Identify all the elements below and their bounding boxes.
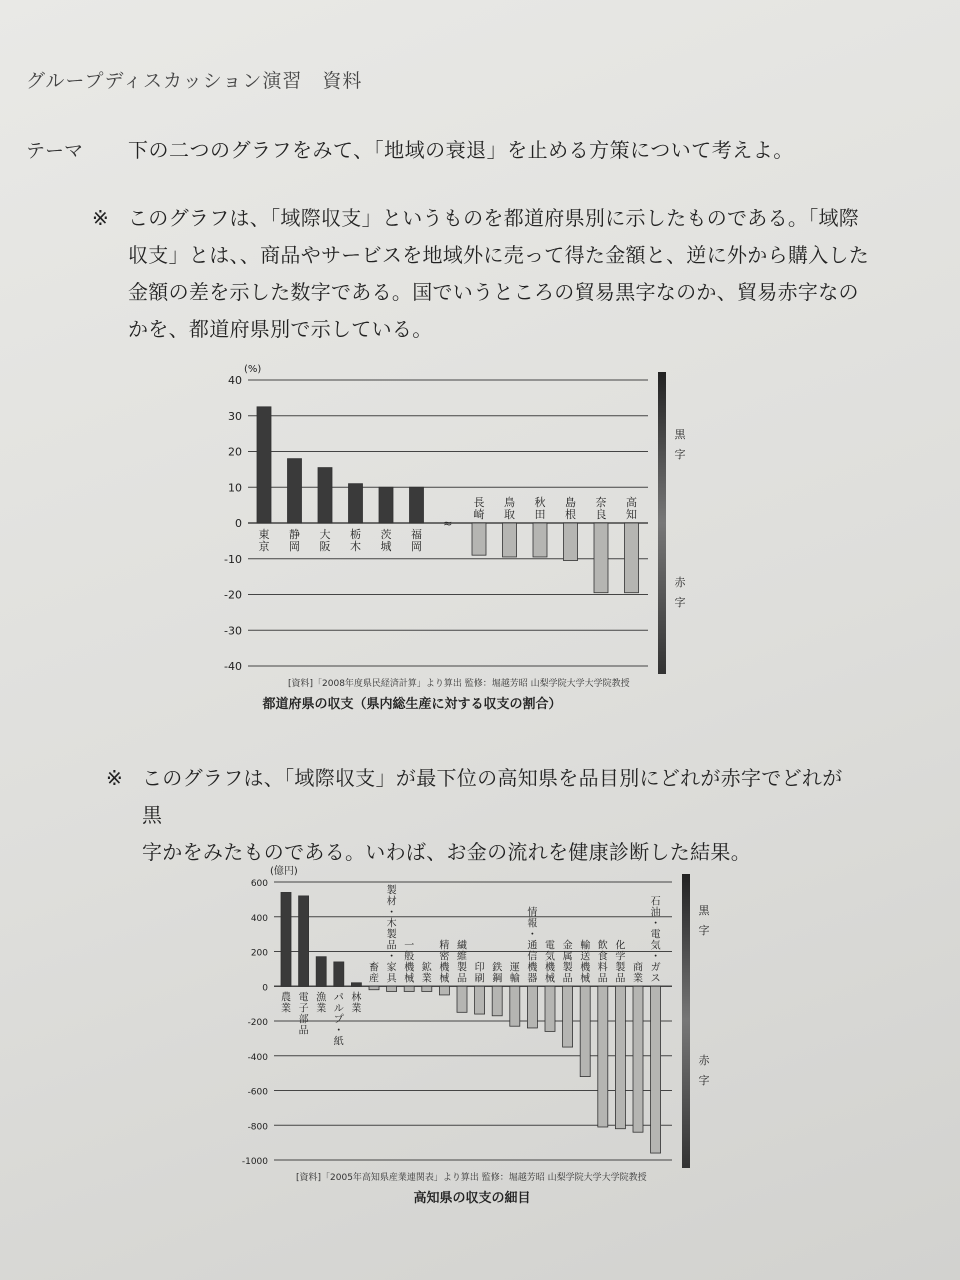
surplus-side-label-char: 黒 [698, 904, 710, 917]
category-label [596, 495, 607, 521]
category-label-char: 田 [534, 508, 546, 521]
category-label-char: 業 [316, 1003, 327, 1015]
category-label-char: 気 [650, 940, 661, 952]
category-label-char: 械 [545, 973, 555, 985]
category-label-char: 機 [580, 962, 591, 974]
category-label-char: 属 [562, 951, 573, 963]
deficit-side-label [699, 1053, 711, 1087]
bar [404, 986, 414, 991]
category-label [474, 496, 485, 521]
bar [318, 468, 332, 523]
note-1-line: かを、都道府県別で示している。 [128, 317, 433, 341]
category-label-char: 京 [258, 540, 270, 553]
chart-source: [資料]「2005年高知県産業連関表」より算出 監修：堀越芳昭 山梨学院大学大学院教授 [296, 1173, 647, 1183]
category-label-char: 畜 [369, 962, 379, 974]
category-label-char: 械 [439, 973, 450, 985]
y-tick-label: 40 [228, 374, 242, 387]
y-tick-label: 30 [228, 409, 242, 423]
category-label [381, 527, 392, 553]
category-label-char: 品 [615, 973, 626, 985]
bar [351, 983, 361, 986]
category-label-char: 食 [597, 951, 608, 963]
bar [387, 986, 397, 991]
category-label-char: 輸 [509, 973, 520, 985]
surplus-side-label-char: 字 [698, 924, 710, 937]
category-label [565, 495, 576, 521]
category-label-char: ・ [333, 1025, 344, 1037]
category-label-char: 情 [527, 907, 538, 919]
bar [299, 896, 309, 986]
bar [316, 957, 326, 987]
category-label-char: 輸 [580, 940, 591, 952]
category-label-char: 奈 [595, 496, 607, 509]
bar [410, 487, 424, 523]
category-label-char: 東 [258, 528, 270, 541]
category-label-char: 大 [319, 528, 331, 541]
category-label-char: 器 [527, 973, 538, 985]
bar [503, 523, 517, 557]
bar [598, 986, 608, 1127]
y-tick-label: 0 [262, 983, 268, 994]
category-label-char: 岡 [289, 540, 300, 553]
bar [475, 986, 485, 1014]
category-label-char: 鉱 [421, 962, 432, 974]
deficit-side-label-char: 赤 [674, 576, 686, 589]
y-tick-label: 400 [250, 913, 268, 924]
category-label [475, 960, 485, 984]
category-label-char: ・ [386, 951, 397, 963]
category-label-char: 信 [527, 951, 538, 963]
category-label [350, 527, 361, 553]
category-label [334, 992, 344, 1047]
note-1 [92, 200, 888, 348]
category-label [535, 495, 546, 521]
category-label-char: 岡 [411, 540, 422, 553]
category-label [492, 960, 502, 984]
category-label [404, 940, 415, 984]
category-label-char: 品 [457, 973, 467, 985]
category-label-char: 密 [439, 951, 450, 963]
category-label-char: 長 [473, 496, 485, 509]
category-label [527, 905, 538, 984]
note-1-line: このグラフは、「域際収支」というものを都道府県別に示したものである。「域際 [128, 206, 860, 230]
category-label-char: 運 [509, 962, 520, 974]
category-label [259, 528, 270, 553]
category-label-char: 城 [380, 540, 392, 553]
category-label [411, 528, 422, 553]
prefecture-balance-chart [212, 358, 692, 724]
y-tick-label: 200 [250, 948, 268, 959]
chart-source: [資料]「2008年度県民経済計算」より算出 監修：堀越芳昭 山梨学院大学大学院教授 [288, 679, 630, 689]
y-tick-label: -10 [224, 552, 242, 566]
bar [625, 523, 639, 593]
bar [615, 986, 625, 1128]
category-label-char: 製 [457, 962, 467, 974]
category-label-char: 維 [457, 951, 467, 963]
category-label-char: 機 [545, 962, 555, 974]
surplus-side-label-char: 黒 [674, 428, 686, 441]
bar [472, 523, 486, 555]
category-label-char: パ [333, 992, 344, 1004]
category-label-char: 精 [439, 940, 450, 952]
bar [533, 523, 547, 557]
category-label [387, 883, 398, 984]
category-label-char: 化 [615, 940, 626, 952]
bar [257, 407, 271, 523]
bar [334, 962, 344, 986]
category-label-char: 秋 [534, 496, 546, 509]
category-label-char: 紙 [333, 1036, 344, 1048]
category-label-char: 品 [597, 973, 608, 985]
category-label-char: 機 [527, 962, 538, 974]
category-label [580, 938, 591, 984]
category-label-char: ス [650, 973, 661, 985]
category-label-char: ・ [650, 918, 661, 930]
y-tick-label: -800 [247, 1122, 268, 1133]
category-label [299, 991, 309, 1036]
category-label-char: 鋼 [492, 973, 503, 985]
category-label-char: 商 [633, 962, 643, 974]
category-label-char: 械 [580, 973, 591, 985]
category-label-char: 鳥 [504, 496, 515, 509]
category-label [504, 496, 515, 521]
y-tick-label: 0 [235, 517, 242, 530]
category-label [320, 527, 331, 553]
category-label-char: ・ [386, 907, 397, 919]
bar [510, 986, 520, 1026]
bar [439, 986, 449, 995]
category-label-char: 報 [527, 918, 538, 930]
bar [422, 986, 432, 991]
category-label-char: 漁 [316, 992, 327, 1004]
category-label-char: 機 [404, 962, 415, 974]
deficit-side-label [675, 575, 687, 609]
bar [633, 986, 643, 1132]
note-mark-icon: ※ [106, 766, 124, 790]
category-label-char: 製 [562, 962, 573, 974]
bar [457, 986, 467, 1012]
category-label-char: 林 [351, 992, 362, 1004]
y-tick-label: -600 [247, 1087, 268, 1098]
bar [492, 986, 502, 1016]
category-label-char: 械 [404, 973, 415, 985]
category-label [626, 495, 637, 521]
category-label-char: 材 [386, 896, 397, 908]
category-label [289, 527, 300, 553]
category-label [598, 938, 608, 984]
y-tick-label: -1000 [241, 1157, 268, 1167]
category-label-char: 料 [597, 962, 608, 974]
category-label-char: 根 [565, 508, 576, 521]
category-label-char: ル [333, 1003, 344, 1015]
document-title: グループディスカッション演習 資料 [26, 70, 363, 92]
category-label [563, 938, 573, 984]
category-label-char: 農 [281, 992, 291, 1004]
y-tick-label: -200 [247, 1018, 268, 1028]
category-label-char: 学 [615, 951, 626, 963]
category-label-char: 業 [281, 1003, 291, 1015]
surplus-side-label-char: 字 [674, 448, 686, 461]
category-label-char: 静 [289, 528, 300, 541]
axis-break-mark-icon: ≈ [443, 517, 453, 530]
bar [594, 523, 608, 593]
category-label-char: 油 [650, 907, 661, 919]
category-label [615, 938, 625, 984]
bar [349, 484, 363, 523]
bar [564, 523, 578, 561]
category-label-char: 般 [404, 951, 415, 963]
theme-text: 下の二つのグラフをみて、「地域の衰退」を止める方策について考えよ。 [128, 138, 794, 162]
theme-label: テーマ [26, 140, 84, 162]
category-label-char: 製 [386, 885, 397, 897]
category-label-char: 品 [386, 940, 397, 952]
y-tick-label: 10 [228, 481, 242, 495]
bar [545, 986, 555, 1031]
y-tick-label: -400 [247, 1052, 268, 1063]
category-label-char: 印 [474, 962, 485, 974]
category-label-char: ガ [650, 962, 661, 974]
category-label-char: 電 [298, 992, 309, 1004]
category-label-char: 繊 [457, 940, 467, 952]
y-tick-label: 20 [228, 445, 242, 459]
deficit-side-label-char: 赤 [698, 1054, 710, 1067]
category-label [422, 960, 433, 984]
kochi-balance-breakdown-chart [238, 856, 718, 1220]
bar [580, 986, 590, 1076]
category-label-char: 取 [504, 508, 515, 521]
note-2-line: 字かをみたものである。いわば、お金の流れを健康診断した結果。 [142, 840, 751, 864]
category-label [369, 960, 379, 984]
y-tick-label: -40 [224, 660, 242, 673]
note-1-line: 収支」とは、、商品やサービスを地域外に売って得た金額と、逆に外から購入した [128, 243, 870, 267]
category-label-char: 品 [298, 1025, 309, 1037]
category-label [316, 990, 327, 1014]
y-tick-label: -20 [224, 588, 242, 602]
category-label-char: 刷 [474, 973, 485, 985]
category-label-char: 送 [580, 951, 591, 963]
category-label-char: 家 [386, 962, 397, 974]
category-label-char: ・ [527, 929, 538, 941]
category-label-char: 気 [545, 951, 555, 963]
category-label [651, 895, 661, 984]
chart-title: 高知県の収支の細目 [413, 1191, 531, 1206]
category-label-char: 業 [351, 1003, 362, 1015]
category-label-char: 木 [350, 540, 361, 553]
category-label [351, 990, 361, 1014]
deficit-side-label-char: 字 [698, 1074, 710, 1087]
category-label [510, 961, 520, 984]
category-label-char: 電 [650, 929, 661, 941]
balance-side-strip [682, 874, 690, 1168]
category-label-char: 産 [369, 973, 379, 985]
category-label [457, 938, 467, 984]
bar [563, 986, 573, 1047]
category-label-char: 知 [626, 508, 637, 521]
prefecture-balance-chart-svg [212, 358, 692, 720]
category-label-char: 業 [421, 973, 432, 985]
category-label-char: 金 [562, 940, 573, 952]
deficit-side-label-char: 字 [674, 596, 686, 609]
category-label [633, 960, 643, 984]
category-label-char: 品 [562, 973, 573, 985]
category-label-char: 石 [650, 896, 661, 908]
category-label-char: 業 [633, 973, 643, 985]
category-label-char: 具 [386, 973, 397, 985]
category-label-char: 島 [565, 496, 576, 509]
bar [281, 892, 291, 986]
category-label-char: 製 [386, 929, 397, 941]
category-label-char: 一 [404, 940, 415, 952]
category-label-char: 良 [595, 508, 607, 521]
bar [527, 986, 537, 1028]
category-label-char: 鉄 [492, 962, 503, 974]
category-label-char: 栃 [350, 528, 361, 541]
surplus-side-label [675, 428, 687, 461]
chart-title: 都道府県の収支（県内総生産に対する収支の割合） [262, 697, 562, 712]
bar [379, 487, 393, 523]
category-label [439, 938, 450, 984]
category-label-char: 高 [626, 496, 637, 509]
category-label-char: 電 [545, 940, 555, 952]
bar [651, 986, 661, 1153]
category-label-char: 製 [615, 962, 626, 974]
category-label-char: 子 [298, 1003, 309, 1015]
category-label-char: 機 [439, 962, 450, 974]
category-label-char: 通 [527, 940, 538, 952]
bar [369, 986, 379, 989]
y-axis-unit-label: (億円) [270, 866, 298, 877]
category-label-char: 茨 [380, 528, 392, 541]
note-2 [106, 760, 862, 871]
category-label-char: 部 [298, 1014, 309, 1026]
category-label-char: 阪 [319, 540, 331, 553]
note-2-line: このグラフは、「域際収支」が最下位の高知県を品目別にどれが赤字でどれが黒 [142, 766, 843, 827]
bar [288, 459, 302, 523]
category-label-char: ・ [650, 951, 661, 963]
note-mark-icon: ※ [92, 206, 110, 230]
category-label-char: 福 [411, 528, 422, 541]
y-axis-unit-label: (%) [244, 364, 262, 375]
y-tick-label: 600 [250, 879, 268, 889]
category-label-char: 崎 [473, 508, 485, 521]
note-1-line: 金額の差を示した数字である。国でいうところの貿易黒字なのか、貿易赤字なの [128, 280, 859, 304]
kochi-balance-breakdown-chart-svg [238, 856, 718, 1216]
category-label-char: 飲 [597, 940, 608, 952]
category-label-char: 木 [386, 918, 397, 930]
y-tick-label: -30 [224, 624, 242, 638]
balance-side-strip [658, 372, 666, 674]
category-label [545, 939, 556, 984]
category-label-char: プ [333, 1014, 344, 1026]
surplus-side-label [699, 904, 711, 937]
category-label [281, 990, 291, 1014]
